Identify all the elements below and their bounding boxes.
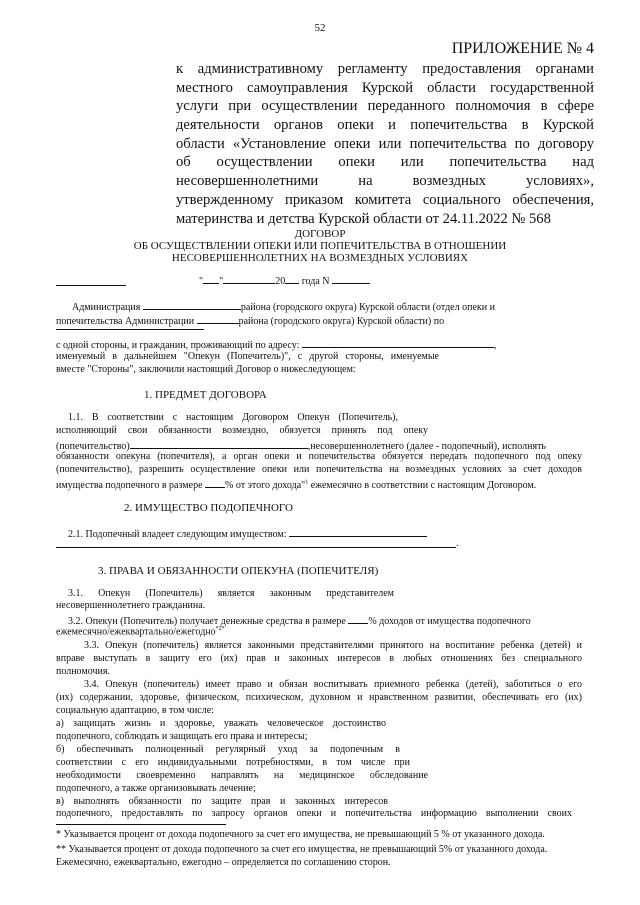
section-1-line: обязанности опекуна (попечителя), а орган опеки и попечительства обязуется передать подопечного под опеку: [56, 451, 582, 462]
date-quote-open: ": [199, 276, 204, 287]
party-line: с одной стороны, и гражданин, проживающий по адресу: ,: [56, 337, 496, 351]
text-fragment: 2.1. Подопечный владеет следующим имуществом:: [68, 529, 287, 540]
section-3-text: необходимости своевременно направлять на медицинское обследование: [56, 770, 428, 781]
section-3-text: вправе выступать в защиту его (их) прав и законных интересов в любых отношениях без специального: [56, 653, 582, 664]
ward-name-blank[interactable]: [130, 438, 308, 449]
section-3-text: социальную адаптацию, в том числе:: [56, 705, 214, 716]
appendix-line: местного самоуправления Курской области государственной: [176, 79, 594, 96]
appendix-line: об осуществлении опеки или попечительства над: [176, 154, 594, 171]
footnote-ref-2: *2*: [215, 626, 225, 632]
percent-blank-2[interactable]: [348, 613, 368, 624]
contract-title: ДОГОВОР: [294, 228, 346, 240]
guardianship-line: [56, 313, 444, 327]
section-3-heading: 3. ПРАВА И ОБЯЗАННОСТИ ОПЕКУНА (ПОПЕЧИТЕЛЯ): [98, 565, 379, 577]
text-fragment: ежемесячно в соответствии с настоящим Договором.: [310, 480, 537, 491]
section-3-text: подопечного, а также организовывать лечение;: [56, 783, 256, 794]
section-2-heading: 2. ИМУЩЕСТВО ПОДОПЕЧНОГО: [124, 502, 293, 514]
property-period: .: [456, 538, 459, 549]
representative-blank[interactable]: [56, 329, 204, 330]
section-3-text: в) выполнять обязанности по защите прав и законных интересов: [56, 796, 388, 807]
year-blank[interactable]: [285, 273, 299, 284]
footnote-mark: **: [56, 844, 66, 855]
contract-subtitle-1: ОБ ОСУЩЕСТВЛЕНИИ ОПЕКИ ИЛИ ПОПЕЧИТЕЛЬСТВА В ОТНОШЕНИИ: [133, 240, 507, 252]
section-3-text: [68, 613, 531, 627]
date-year-suffix: года N: [301, 276, 330, 287]
appendix-line: области «Установление опеки или попечительства по договору: [176, 135, 594, 152]
footnote-mark: *: [56, 829, 61, 840]
footnote-separator: [56, 824, 226, 825]
guardianship-tail: района (городского округа) Курской области) по: [238, 316, 445, 327]
section-3-text: 3.1. Опекун (Попечитель) является законным представителем: [68, 588, 394, 599]
party-label: с одной стороны, и гражданин, проживающий по адресу:: [56, 340, 300, 351]
section-3-text: соответствии с его индивидуальными потребностями, в том числе при: [56, 757, 410, 768]
percent-blank[interactable]: [205, 477, 225, 488]
section-3-text: полномочия.: [56, 666, 110, 677]
text-fragment: % доходов от имущества подопечного: [368, 616, 531, 627]
appendix-line: материнства и детства Курской области от 24.11.2022 № 568: [176, 210, 551, 227]
appendix-title: ПРИЛОЖЕНИЕ № 4: [451, 40, 594, 57]
admin-label: Администрация: [72, 302, 141, 313]
section-1-line: исполняющий свои обязанности возмездно, обязуется принять под опеку: [56, 425, 428, 436]
admin-district-blank[interactable]: [143, 299, 241, 310]
text-fragment: (попечительство): [56, 441, 130, 452]
footnote-1: [56, 829, 545, 840]
text-fragment: имущества подопечного в размере: [56, 480, 203, 491]
section-3-text: несовершеннолетнего гражданина.: [56, 600, 206, 611]
section-3-text: а) защищать жизнь и здоровье, уважать человеческое достоинство: [56, 718, 386, 729]
month-blank[interactable]: [223, 273, 275, 284]
property-blank[interactable]: [289, 526, 427, 537]
text-fragment: ежемесячно/ежеквартально/ежегодно: [56, 626, 216, 638]
date-quote-close: ": [219, 276, 224, 287]
address-blank[interactable]: [302, 337, 494, 348]
place-blank[interactable]: [56, 285, 126, 286]
footnote-text: Указывается процент от дохода подопечного за счет его имущества, не превышающий 5% от указанного дохода.: [68, 844, 548, 855]
admin-tail: района (городского округа) Курской области (отдел опеки и: [240, 302, 495, 313]
text-fragment: % от этого дохода": [225, 480, 306, 491]
appendix-description: [176, 60, 594, 228]
guardianship-district-blank[interactable]: [197, 313, 239, 324]
section-3-text: (их) содержании, здоровье, физическом, психическом, духовном и нравственном развитии, обеспечивать его (их): [56, 692, 582, 703]
contract-date: [199, 273, 370, 287]
appendix-line: несовершеннолетними на возмездных условиях»,: [176, 173, 594, 190]
section-1-line: [56, 438, 546, 452]
section-3-text: подопечного, соблюдать и защищать его права и интересы;: [56, 731, 308, 742]
section-1-line: 1.1. В соответствии с настоящим Договором Опекун (Попечитель),: [68, 412, 398, 423]
footnote-2: [56, 844, 547, 855]
date-year-prefix: 20: [275, 276, 286, 287]
section-3-text: 3.4. Опекун (попечитель) имеет право и обязан воспитывать приемного ребенка (детей), заботиться о его: [84, 679, 582, 690]
footnote-3: Ежемесячно, ежеквартально, ежегодно – определяется по соглашению сторон.: [56, 857, 391, 868]
section-3-text: [56, 626, 225, 637]
section-3-text: подопечного, предоставлять по запросу органов опеки и попечительства информацию выполнении своих: [56, 808, 572, 819]
named-line: именуемый в дальнейшем "Опекун (Попечитель)", с другой стороны, именуемые: [56, 351, 439, 362]
number-blank[interactable]: [332, 273, 370, 284]
section-1-line: [56, 477, 536, 491]
contract-subtitle-2: НЕСОВЕРШЕННОЛЕТНИХ НА ВОЗМЕЗДНЫХ УСЛОВИЯХ: [171, 252, 469, 264]
admin-line: [72, 299, 495, 313]
appendix-line: деятельности органов опеки и попечительства в Курской: [176, 117, 594, 134]
page-number: 52: [314, 22, 326, 34]
section-1-line: (попечительство), разрешить осуществление опеки или попечительства на возмездных условиях за счет доходов: [56, 464, 582, 475]
footnote-text: Указывается процент от дохода подопечного за счет его имущества, не превышающий 5 % от указанного дохода.: [63, 829, 545, 840]
guardianship-label: попечительства Администрации: [56, 316, 195, 327]
section-3-text: б) обеспечивать полноценный регулярный уход за подопечным в: [56, 744, 400, 755]
appendix-line: утвержденному приказом комитета социального обеспечения,: [176, 191, 594, 208]
together-line: вместе "Стороны", заключили настоящий Договор о нижеследующем:: [56, 364, 356, 375]
section-1-heading: 1. ПРЕДМЕТ ДОГОВОРА: [144, 389, 267, 401]
section-3-text: 3.3. Опекун (попечитель) является законными представителями принятого на воспитание ребенка (детей) и: [84, 640, 582, 651]
property-line: [68, 526, 427, 540]
text-fragment: ,несовершеннолетнего (далее - подопечный), исполнять: [307, 441, 546, 452]
footnote-ref: 1: [305, 479, 309, 486]
appendix-line: услуги при осуществлении переданного полномочия в сфере: [176, 98, 594, 115]
day-blank[interactable]: [203, 273, 219, 284]
text-fragment: 3.2. Опекун (Попечитель) получает денежные средства в размере: [68, 616, 346, 627]
appendix-line: к административному регламенту предоставления органами: [176, 61, 594, 77]
property-blank-2[interactable]: [56, 547, 456, 548]
